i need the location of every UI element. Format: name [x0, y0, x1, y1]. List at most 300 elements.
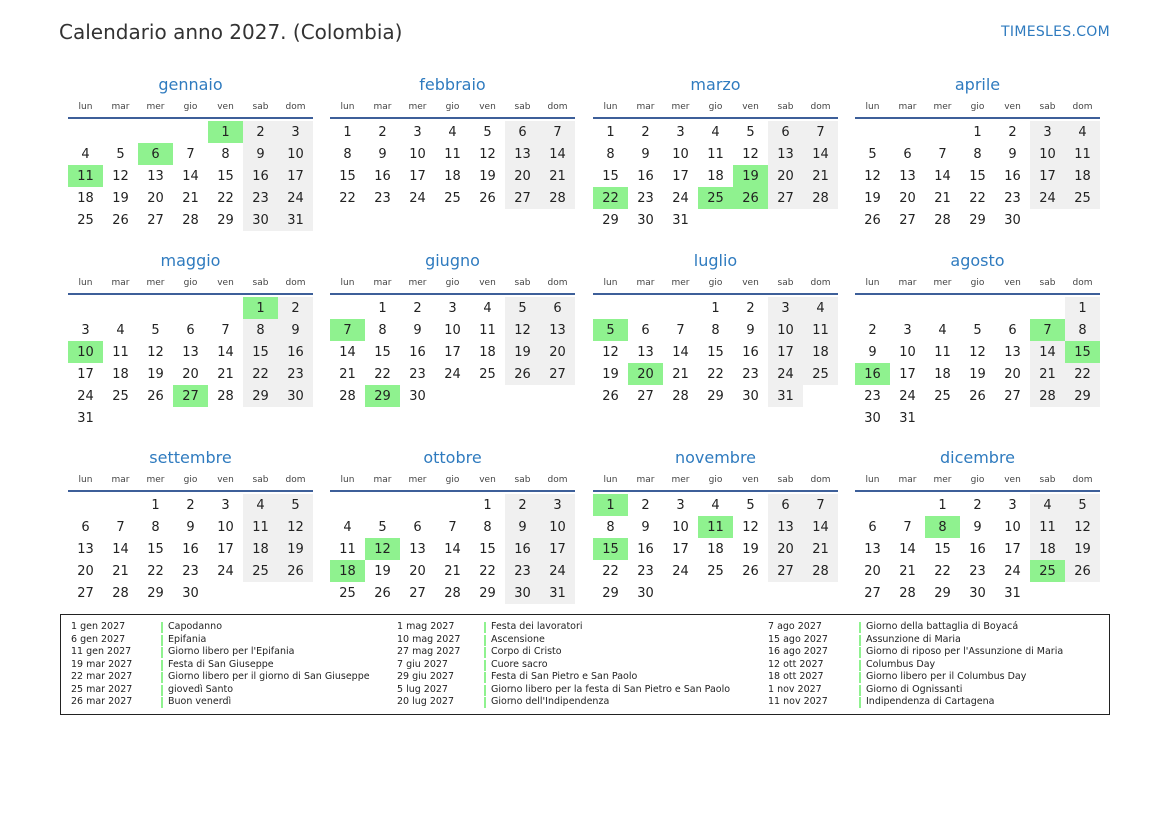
day-cell[interactable]: 21	[444, 563, 461, 579]
holiday-day-cell[interactable]: 27	[173, 385, 208, 407]
holiday-day-cell[interactable]: 15	[1065, 341, 1100, 363]
day-cell[interactable]: 31	[672, 212, 689, 228]
day-cell[interactable]: 11	[934, 344, 951, 360]
day-cell[interactable]: 28	[444, 585, 461, 601]
day-cell[interactable]: 6	[641, 322, 650, 338]
holiday-day-cell[interactable]: 6	[138, 143, 173, 165]
day-cell[interactable]: 26	[742, 563, 759, 579]
day-cell[interactable]: 8	[343, 146, 352, 162]
brand-logo-text[interactable]: TIMESLES.COM	[1001, 24, 1110, 40]
holiday-day-cell[interactable]: 12	[365, 538, 400, 560]
day-cell[interactable]: 3	[903, 322, 912, 338]
day-cell[interactable]: 20	[768, 165, 803, 187]
day-cell[interactable]: 27	[768, 560, 803, 582]
day-cell[interactable]: 28	[217, 388, 234, 404]
day-cell[interactable]: 1	[711, 300, 720, 316]
day-cell[interactable]: 10	[899, 344, 916, 360]
day-cell[interactable]: 7	[676, 322, 685, 338]
holiday-day-cell[interactable]: 25	[698, 187, 733, 209]
day-cell[interactable]: 25	[112, 388, 129, 404]
day-cell[interactable]: 27	[864, 585, 881, 601]
day-cell[interactable]: 5	[746, 497, 755, 513]
day-cell[interactable]: 13	[77, 541, 94, 557]
day-cell[interactable]: 28	[1030, 385, 1065, 407]
day-cell[interactable]: 22	[217, 190, 234, 206]
day-cell[interactable]: 26	[112, 212, 129, 228]
day-cell[interactable]: 3	[676, 497, 685, 513]
day-cell[interactable]: 8	[378, 322, 387, 338]
day-cell[interactable]: 14	[899, 541, 916, 557]
holiday-day-cell[interactable]: 11	[68, 165, 103, 187]
day-cell[interactable]: 29	[602, 212, 619, 228]
day-cell[interactable]: 21	[1030, 363, 1065, 385]
day-cell[interactable]: 13	[899, 168, 916, 184]
day-cell[interactable]: 21	[934, 190, 951, 206]
day-cell[interactable]: 15	[339, 168, 356, 184]
holiday-day-cell[interactable]: 15	[593, 538, 628, 560]
day-cell[interactable]: 11	[1065, 143, 1100, 165]
day-cell[interactable]: 10	[1030, 143, 1065, 165]
day-cell[interactable]: 2	[868, 322, 877, 338]
day-cell[interactable]: 8	[606, 146, 615, 162]
day-cell[interactable]: 2	[1008, 124, 1017, 140]
day-cell[interactable]: 17	[217, 541, 234, 557]
day-cell[interactable]: 3	[413, 124, 422, 140]
day-cell[interactable]: 16	[637, 168, 654, 184]
day-cell[interactable]: 22	[243, 363, 278, 385]
day-cell[interactable]: 19	[1065, 538, 1100, 560]
day-cell[interactable]: 29	[217, 212, 234, 228]
day-cell[interactable]: 14	[217, 344, 234, 360]
day-cell[interactable]: 13	[768, 516, 803, 538]
holiday-day-cell[interactable]: 1	[243, 297, 278, 319]
holiday-day-cell[interactable]: 19	[733, 165, 768, 187]
day-cell[interactable]: 15	[147, 541, 164, 557]
day-cell[interactable]: 13	[182, 344, 199, 360]
day-cell[interactable]: 13	[864, 541, 881, 557]
day-cell[interactable]: 29	[1065, 385, 1100, 407]
day-cell[interactable]: 30	[243, 209, 278, 231]
day-cell[interactable]: 14	[112, 541, 129, 557]
day-cell[interactable]: 31	[1004, 585, 1021, 601]
day-cell[interactable]: 17	[672, 541, 689, 557]
holiday-day-cell[interactable]: 1	[208, 121, 243, 143]
day-cell[interactable]: 20	[77, 563, 94, 579]
day-cell[interactable]: 24	[77, 388, 94, 404]
day-cell[interactable]: 19	[602, 366, 619, 382]
day-cell[interactable]: 15	[479, 541, 496, 557]
day-cell[interactable]: 1	[938, 497, 947, 513]
holiday-day-cell[interactable]: 20	[628, 363, 663, 385]
day-cell[interactable]: 2	[505, 494, 540, 516]
day-cell[interactable]: 16	[505, 538, 540, 560]
day-cell[interactable]: 29	[934, 585, 951, 601]
day-cell[interactable]: 20	[1004, 366, 1021, 382]
day-cell[interactable]: 22	[479, 563, 496, 579]
day-cell[interactable]: 27	[1004, 388, 1021, 404]
day-cell[interactable]: 22	[602, 563, 619, 579]
day-cell[interactable]: 13	[505, 143, 540, 165]
day-cell[interactable]: 4	[243, 494, 278, 516]
day-cell[interactable]: 20	[768, 538, 803, 560]
day-cell[interactable]: 7	[448, 519, 457, 535]
day-cell[interactable]: 6	[186, 322, 195, 338]
day-cell[interactable]: 6	[768, 494, 803, 516]
day-cell[interactable]: 13	[409, 541, 426, 557]
day-cell[interactable]: 13	[147, 168, 164, 184]
day-cell[interactable]: 24	[899, 388, 916, 404]
day-cell[interactable]: 31	[899, 410, 916, 426]
day-cell[interactable]: 21	[803, 538, 838, 560]
day-cell[interactable]: 15	[707, 344, 724, 360]
day-cell[interactable]: 22	[339, 190, 356, 206]
day-cell[interactable]: 19	[374, 563, 391, 579]
day-cell[interactable]: 24	[217, 563, 234, 579]
holiday-day-cell[interactable]: 25	[1030, 560, 1065, 582]
day-cell[interactable]: 15	[934, 541, 951, 557]
day-cell[interactable]: 26	[147, 388, 164, 404]
day-cell[interactable]: 10	[278, 143, 313, 165]
day-cell[interactable]: 24	[1030, 187, 1065, 209]
day-cell[interactable]: 6	[868, 519, 877, 535]
day-cell[interactable]: 12	[278, 516, 313, 538]
day-cell[interactable]: 16	[742, 344, 759, 360]
day-cell[interactable]: 28	[672, 388, 689, 404]
day-cell[interactable]: 5	[378, 519, 387, 535]
day-cell[interactable]: 18	[707, 168, 724, 184]
day-cell[interactable]: 23	[637, 190, 654, 206]
holiday-day-cell[interactable]: 22	[593, 187, 628, 209]
day-cell[interactable]: 7	[903, 519, 912, 535]
day-cell[interactable]: 25	[444, 190, 461, 206]
day-cell[interactable]: 4	[343, 519, 352, 535]
day-cell[interactable]: 21	[672, 366, 689, 382]
day-cell[interactable]: 19	[969, 366, 986, 382]
day-cell[interactable]: 12	[969, 344, 986, 360]
day-cell[interactable]: 26	[374, 585, 391, 601]
day-cell[interactable]: 31	[768, 385, 803, 407]
day-cell[interactable]: 16	[374, 168, 391, 184]
day-cell[interactable]: 16	[243, 165, 278, 187]
day-cell[interactable]: 9	[505, 516, 540, 538]
day-cell[interactable]: 3	[221, 497, 230, 513]
day-cell[interactable]: 1	[973, 124, 982, 140]
day-cell[interactable]: 23	[969, 563, 986, 579]
day-cell[interactable]: 18	[77, 190, 94, 206]
day-cell[interactable]: 15	[374, 344, 391, 360]
day-cell[interactable]: 23	[505, 560, 540, 582]
day-cell[interactable]: 17	[77, 366, 94, 382]
day-cell[interactable]: 30	[864, 410, 881, 426]
day-cell[interactable]: 21	[899, 563, 916, 579]
day-cell[interactable]: 25	[707, 563, 724, 579]
day-cell[interactable]: 3	[448, 300, 457, 316]
day-cell[interactable]: 15	[969, 168, 986, 184]
day-cell[interactable]: 30	[969, 585, 986, 601]
holiday-day-cell[interactable]: 1	[593, 494, 628, 516]
day-cell[interactable]: 23	[243, 187, 278, 209]
day-cell[interactable]: 19	[864, 190, 881, 206]
day-cell[interactable]: 5	[483, 124, 492, 140]
day-cell[interactable]: 9	[243, 143, 278, 165]
day-cell[interactable]: 18	[1030, 538, 1065, 560]
day-cell[interactable]: 30	[637, 212, 654, 228]
day-cell[interactable]: 3	[1030, 121, 1065, 143]
day-cell[interactable]: 4	[711, 124, 720, 140]
day-cell[interactable]: 5	[868, 146, 877, 162]
day-cell[interactable]: 2	[641, 124, 650, 140]
day-cell[interactable]: 7	[938, 146, 947, 162]
day-cell[interactable]: 11	[339, 541, 356, 557]
day-cell[interactable]: 4	[81, 146, 90, 162]
day-cell[interactable]: 24	[768, 363, 803, 385]
day-cell[interactable]: 6	[413, 519, 422, 535]
holiday-day-cell[interactable]: 5	[593, 319, 628, 341]
day-cell[interactable]: 25	[479, 366, 496, 382]
day-cell[interactable]: 7	[221, 322, 230, 338]
day-cell[interactable]: 27	[637, 388, 654, 404]
day-cell[interactable]: 29	[602, 585, 619, 601]
day-cell[interactable]: 4	[448, 124, 457, 140]
day-cell[interactable]: 14	[339, 344, 356, 360]
day-cell[interactable]: 13	[637, 344, 654, 360]
day-cell[interactable]: 20	[540, 341, 575, 363]
day-cell[interactable]: 17	[409, 168, 426, 184]
day-cell[interactable]: 10	[217, 519, 234, 535]
day-cell[interactable]: 9	[868, 344, 877, 360]
day-cell[interactable]: 14	[444, 541, 461, 557]
day-cell[interactable]: 16	[278, 341, 313, 363]
day-cell[interactable]: 8	[243, 319, 278, 341]
day-cell[interactable]: 31	[77, 410, 94, 426]
day-cell[interactable]: 14	[803, 143, 838, 165]
day-cell[interactable]: 28	[803, 560, 838, 582]
day-cell[interactable]: 22	[969, 190, 986, 206]
day-cell[interactable]: 14	[934, 168, 951, 184]
day-cell[interactable]: 16	[182, 541, 199, 557]
day-cell[interactable]: 4	[938, 322, 947, 338]
day-cell[interactable]: 24	[672, 563, 689, 579]
day-cell[interactable]: 3	[768, 297, 803, 319]
day-cell[interactable]: 2	[973, 497, 982, 513]
day-cell[interactable]: 30	[742, 388, 759, 404]
day-cell[interactable]: 20	[864, 563, 881, 579]
day-cell[interactable]: 23	[409, 366, 426, 382]
day-cell[interactable]: 8	[606, 519, 615, 535]
day-cell[interactable]: 9	[413, 322, 422, 338]
day-cell[interactable]: 17	[899, 366, 916, 382]
day-cell[interactable]: 5	[505, 297, 540, 319]
day-cell[interactable]: 27	[540, 363, 575, 385]
day-cell[interactable]: 3	[278, 121, 313, 143]
day-cell[interactable]: 12	[1065, 516, 1100, 538]
day-cell[interactable]: 9	[641, 519, 650, 535]
day-cell[interactable]: 19	[742, 541, 759, 557]
day-cell[interactable]: 21	[540, 165, 575, 187]
day-cell[interactable]: 2	[278, 297, 313, 319]
day-cell[interactable]: 24	[409, 190, 426, 206]
day-cell[interactable]: 11	[444, 146, 461, 162]
day-cell[interactable]: 16	[1004, 168, 1021, 184]
day-cell[interactable]: 23	[182, 563, 199, 579]
day-cell[interactable]: 1	[378, 300, 387, 316]
day-cell[interactable]: 27	[77, 585, 94, 601]
day-cell[interactable]: 28	[934, 212, 951, 228]
day-cell[interactable]: 2	[641, 497, 650, 513]
day-cell[interactable]: 9	[186, 519, 195, 535]
day-cell[interactable]: 19	[147, 366, 164, 382]
day-cell[interactable]: 24	[1004, 563, 1021, 579]
day-cell[interactable]: 29	[147, 585, 164, 601]
day-cell[interactable]: 20	[505, 165, 540, 187]
day-cell[interactable]: 23	[1004, 190, 1021, 206]
day-cell[interactable]: 31	[540, 582, 575, 604]
day-cell[interactable]: 19	[479, 168, 496, 184]
holiday-day-cell[interactable]: 16	[855, 363, 890, 385]
day-cell[interactable]: 4	[1065, 121, 1100, 143]
day-cell[interactable]: 12	[742, 146, 759, 162]
day-cell[interactable]: 18	[444, 168, 461, 184]
day-cell[interactable]: 17	[444, 344, 461, 360]
day-cell[interactable]: 19	[278, 538, 313, 560]
day-cell[interactable]: 14	[540, 143, 575, 165]
day-cell[interactable]: 10	[540, 516, 575, 538]
day-cell[interactable]: 1	[606, 124, 615, 140]
day-cell[interactable]: 12	[505, 319, 540, 341]
day-cell[interactable]: 27	[768, 187, 803, 209]
day-cell[interactable]: 7	[540, 121, 575, 143]
day-cell[interactable]: 12	[112, 168, 129, 184]
day-cell[interactable]: 22	[934, 563, 951, 579]
day-cell[interactable]: 10	[1004, 519, 1021, 535]
day-cell[interactable]: 14	[1030, 341, 1065, 363]
day-cell[interactable]: 25	[243, 560, 278, 582]
day-cell[interactable]: 28	[540, 187, 575, 209]
day-cell[interactable]: 1	[151, 497, 160, 513]
day-cell[interactable]: 7	[186, 146, 195, 162]
day-cell[interactable]: 19	[112, 190, 129, 206]
holiday-day-cell[interactable]: 10	[68, 341, 103, 363]
day-cell[interactable]: 10	[444, 322, 461, 338]
day-cell[interactable]: 6	[81, 519, 90, 535]
day-cell[interactable]: 11	[1030, 516, 1065, 538]
day-cell[interactable]: 29	[969, 212, 986, 228]
day-cell[interactable]: 9	[378, 146, 387, 162]
day-cell[interactable]: 29	[707, 388, 724, 404]
day-cell[interactable]: 23	[278, 363, 313, 385]
holiday-day-cell[interactable]: 11	[698, 516, 733, 538]
holiday-day-cell[interactable]: 26	[733, 187, 768, 209]
day-cell[interactable]: 17	[1004, 541, 1021, 557]
day-cell[interactable]: 11	[803, 319, 838, 341]
day-cell[interactable]: 6	[903, 146, 912, 162]
day-cell[interactable]: 12	[479, 146, 496, 162]
day-cell[interactable]: 17	[672, 168, 689, 184]
day-cell[interactable]: 2	[243, 121, 278, 143]
day-cell[interactable]: 18	[112, 366, 129, 382]
day-cell[interactable]: 28	[112, 585, 129, 601]
day-cell[interactable]: 11	[707, 146, 724, 162]
day-cell[interactable]: 11	[243, 516, 278, 538]
day-cell[interactable]: 14	[803, 516, 838, 538]
day-cell[interactable]: 2	[378, 124, 387, 140]
day-cell[interactable]: 5	[151, 322, 160, 338]
day-cell[interactable]: 24	[672, 190, 689, 206]
day-cell[interactable]: 14	[182, 168, 199, 184]
day-cell[interactable]: 16	[409, 344, 426, 360]
day-cell[interactable]: 20	[409, 563, 426, 579]
day-cell[interactable]: 27	[899, 212, 916, 228]
day-cell[interactable]: 18	[479, 344, 496, 360]
day-cell[interactable]: 1	[343, 124, 352, 140]
day-cell[interactable]: 10	[768, 319, 803, 341]
day-cell[interactable]: 31	[278, 209, 313, 231]
day-cell[interactable]: 5	[116, 146, 125, 162]
day-cell[interactable]: 1	[1065, 297, 1100, 319]
day-cell[interactable]: 22	[374, 366, 391, 382]
day-cell[interactable]: 14	[672, 344, 689, 360]
day-cell[interactable]: 9	[278, 319, 313, 341]
day-cell[interactable]: 23	[637, 563, 654, 579]
day-cell[interactable]: 16	[969, 541, 986, 557]
day-cell[interactable]: 18	[1065, 165, 1100, 187]
day-cell[interactable]: 6	[768, 121, 803, 143]
day-cell[interactable]: 1	[483, 497, 492, 513]
day-cell[interactable]: 17	[540, 538, 575, 560]
day-cell[interactable]: 29	[243, 385, 278, 407]
day-cell[interactable]: 25	[803, 363, 838, 385]
holiday-day-cell[interactable]: 7	[1030, 319, 1065, 341]
day-cell[interactable]: 17	[278, 165, 313, 187]
day-cell[interactable]: 21	[803, 165, 838, 187]
day-cell[interactable]: 4	[483, 300, 492, 316]
day-cell[interactable]: 21	[339, 366, 356, 382]
day-cell[interactable]: 24	[540, 560, 575, 582]
day-cell[interactable]: 24	[444, 366, 461, 382]
holiday-day-cell[interactable]: 7	[330, 319, 365, 341]
day-cell[interactable]: 26	[602, 388, 619, 404]
day-cell[interactable]: 3	[540, 494, 575, 516]
day-cell[interactable]: 17	[1030, 165, 1065, 187]
day-cell[interactable]: 12	[147, 344, 164, 360]
day-cell[interactable]: 11	[479, 322, 496, 338]
day-cell[interactable]: 3	[81, 322, 90, 338]
day-cell[interactable]: 4	[711, 497, 720, 513]
day-cell[interactable]: 4	[116, 322, 125, 338]
day-cell[interactable]: 28	[803, 187, 838, 209]
day-cell[interactable]: 4	[803, 297, 838, 319]
day-cell[interactable]: 29	[479, 585, 496, 601]
day-cell[interactable]: 13	[768, 143, 803, 165]
day-cell[interactable]: 5	[746, 124, 755, 140]
day-cell[interactable]: 2	[186, 497, 195, 513]
day-cell[interactable]: 20	[899, 190, 916, 206]
day-cell[interactable]: 21	[112, 563, 129, 579]
day-cell[interactable]: 22	[707, 366, 724, 382]
day-cell[interactable]: 5	[1065, 494, 1100, 516]
day-cell[interactable]: 28	[899, 585, 916, 601]
day-cell[interactable]: 30	[1004, 212, 1021, 228]
day-cell[interactable]: 5	[278, 494, 313, 516]
day-cell[interactable]: 6	[1008, 322, 1017, 338]
day-cell[interactable]: 17	[768, 341, 803, 363]
day-cell[interactable]: 30	[409, 388, 426, 404]
day-cell[interactable]: 5	[973, 322, 982, 338]
day-cell[interactable]: 3	[1008, 497, 1017, 513]
day-cell[interactable]: 8	[483, 519, 492, 535]
day-cell[interactable]: 22	[1065, 363, 1100, 385]
day-cell[interactable]: 10	[672, 519, 689, 535]
